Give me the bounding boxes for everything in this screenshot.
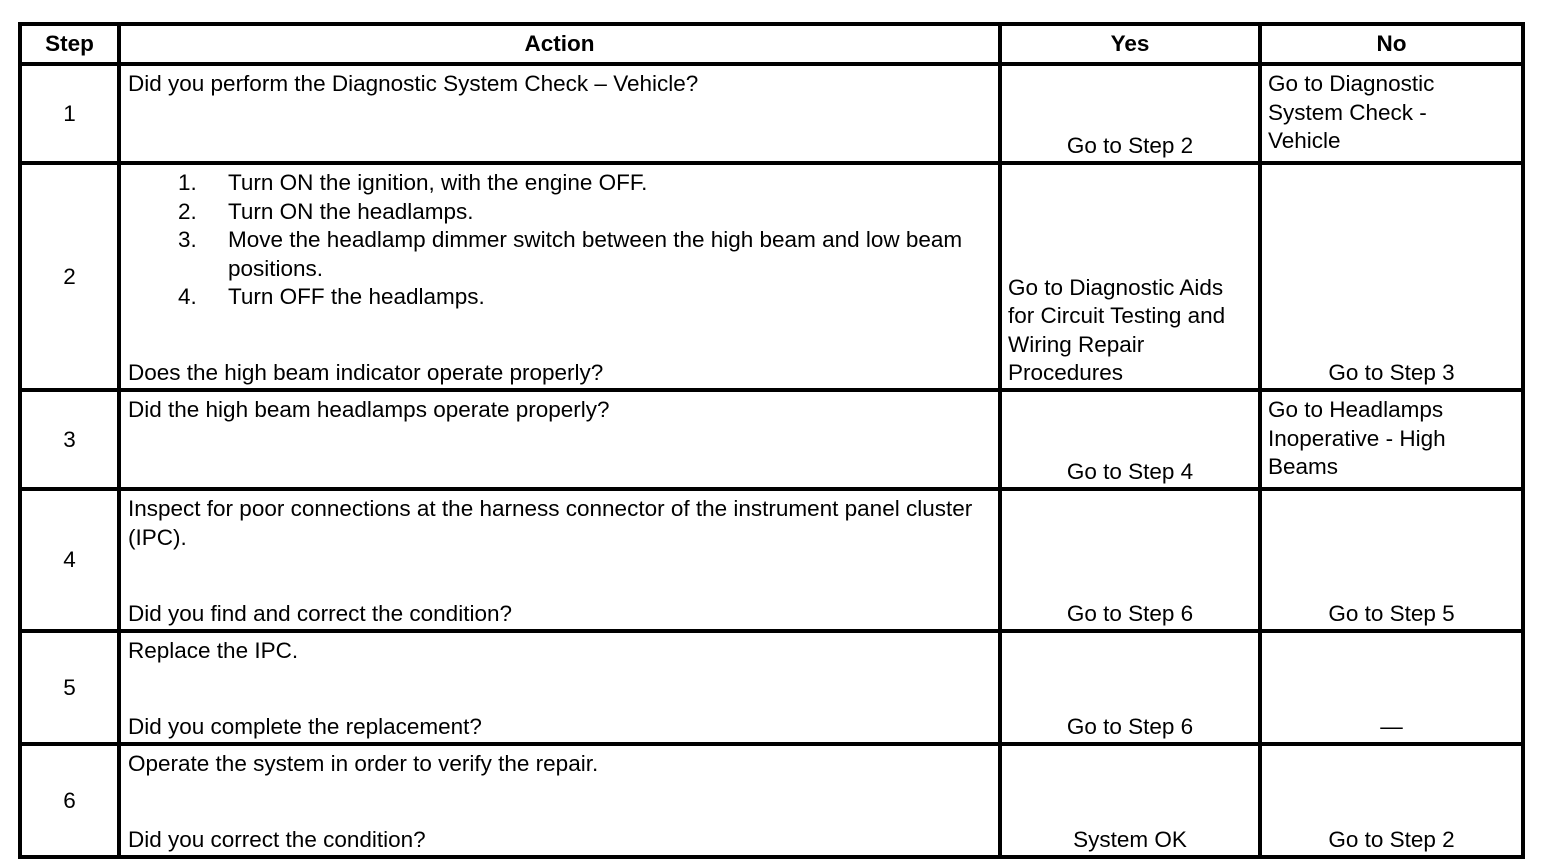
table-row — [20, 163, 1523, 390]
action-cell — [119, 489, 1000, 631]
no-result: Go to Headlamps Inoperative - High Beams — [1268, 397, 1446, 480]
no-cell — [1260, 390, 1523, 489]
action-cell — [119, 390, 1000, 489]
yes-result: Go to Step 6 — [1066, 714, 1194, 740]
action-question: Did you complete the replacement? — [128, 714, 482, 740]
action-text: Operate the system in order to verify the repair. — [128, 751, 599, 776]
header-step: Step — [20, 24, 119, 64]
action-cell — [119, 64, 1000, 163]
table-row — [20, 489, 1523, 631]
no-result: — — [1380, 714, 1403, 740]
no-result: Go to Step 2 — [1328, 827, 1455, 853]
action-text: Did the high beam headlamps operate properly? — [128, 397, 610, 422]
no-result: Go to Step 3 — [1328, 360, 1455, 386]
yes-cell — [1000, 631, 1260, 744]
header-no: No — [1260, 24, 1523, 64]
yes-result: Go to Diagnostic Aids for Circuit Testing and Wiring Repair Procedures — [1008, 274, 1226, 386]
yes-cell — [1000, 64, 1260, 163]
header-row — [20, 24, 1523, 64]
yes-result: Go to Step 4 — [1066, 459, 1194, 485]
action-question: Did you correct the condition? — [128, 827, 426, 853]
yes-result: Go to Step 2 — [1066, 133, 1194, 159]
action-cell — [119, 744, 1000, 857]
no-result: Go to Diagnostic System Check - Vehicle — [1268, 71, 1435, 154]
no-cell — [1260, 64, 1523, 163]
diagnostic-table — [18, 22, 1525, 859]
yes-result: Go to Step 6 — [1066, 601, 1194, 627]
step-number: 6 — [20, 744, 119, 857]
action-text: Replace the IPC. — [128, 638, 299, 663]
action-question: Does the high beam indicator operate properly? — [128, 360, 604, 386]
list-item: 1. Turn ON the ignition, with the engine OFF. — [178, 170, 648, 195]
action-text: Inspect for poor connections at the harness connector of the instrument panel cluster (IPC). — [128, 496, 973, 550]
action-cell — [119, 163, 1000, 390]
table-row — [20, 744, 1523, 857]
no-result: Go to Step 5 — [1328, 601, 1455, 627]
list-item: 4. Turn OFF the headlamps. — [178, 284, 485, 310]
step-number: 3 — [20, 390, 119, 489]
header-action: Action — [119, 24, 1000, 64]
no-cell — [1260, 163, 1523, 390]
action-cell — [119, 631, 1000, 744]
yes-cell — [1000, 489, 1260, 631]
list-item: 3. Move the headlamp dimmer switch between the high beam and low beam positions. — [178, 227, 963, 281]
step-number: 5 — [20, 631, 119, 744]
action-question: Did you find and correct the condition? — [128, 601, 512, 627]
step-number: 1 — [20, 64, 119, 163]
step-number: 2 — [20, 163, 119, 390]
yes-result: System OK — [1073, 827, 1187, 853]
list-item: 2. Turn ON the headlamps. — [178, 198, 474, 224]
yes-cell — [1000, 390, 1260, 489]
no-cell — [1260, 631, 1523, 744]
procedure-list — [128, 169, 991, 312]
step-number: 4 — [20, 489, 119, 631]
header-yes: Yes — [1000, 24, 1260, 64]
no-cell — [1260, 744, 1523, 857]
table-row — [20, 390, 1523, 489]
table-row — [20, 631, 1523, 744]
table-row — [20, 64, 1523, 163]
yes-cell — [1000, 163, 1260, 390]
yes-cell — [1000, 744, 1260, 857]
no-cell — [1260, 489, 1523, 631]
action-text: Did you perform the Diagnostic System Check – Vehicle? — [128, 71, 699, 96]
